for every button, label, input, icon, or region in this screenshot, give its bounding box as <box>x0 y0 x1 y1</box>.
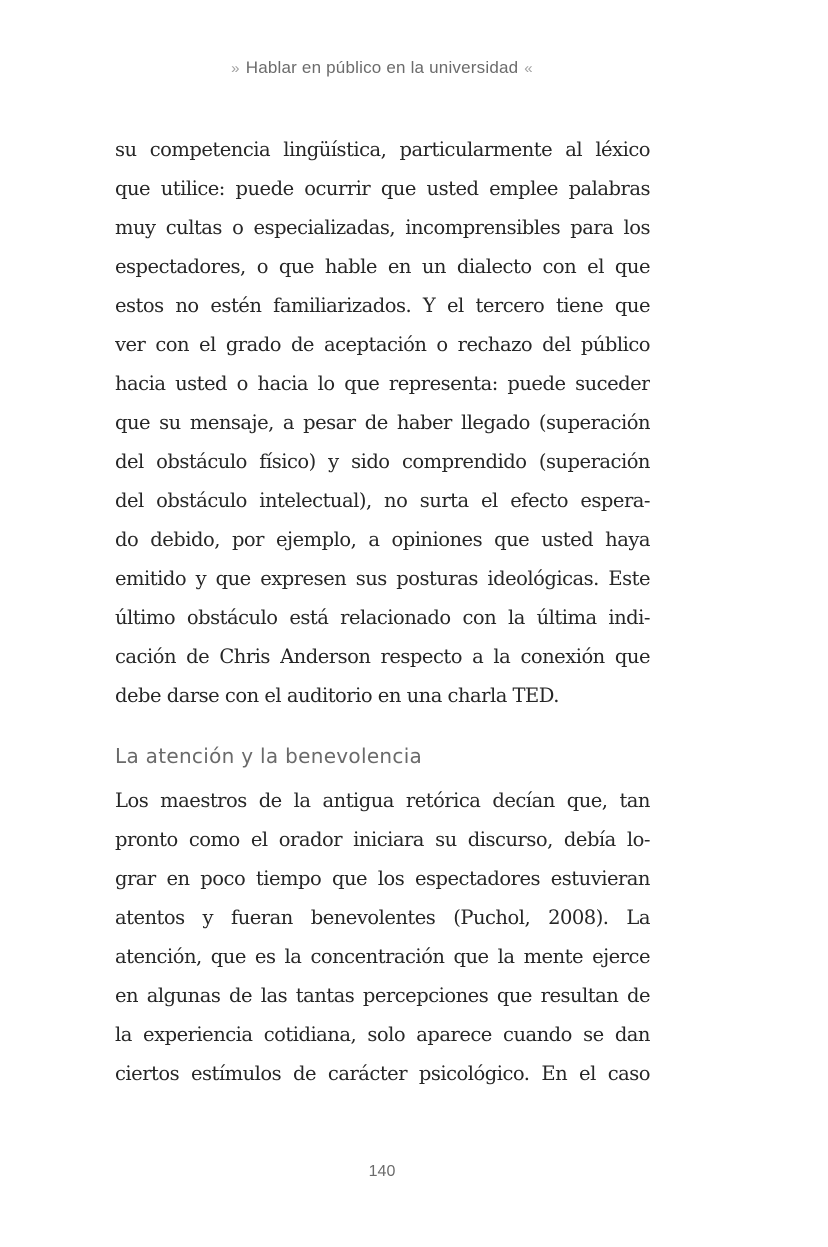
text-line: emitido y que expresen sus posturas ideológicas. Este <box>115 567 650 590</box>
page-number: 140 <box>368 1163 396 1180</box>
text-line: del obstáculo intelectual), no surta el efecto espera- <box>115 489 650 512</box>
body-paragraph-1 <box>115 130 650 715</box>
text-line: ver con el grado de aceptación o rechazo del público <box>115 333 650 356</box>
running-header-title: Hablar en público en la universidad <box>245 58 519 77</box>
text-line: estos no estén familiarizados. Y el tercero tiene que <box>115 294 650 317</box>
text-line: ciertos estímulos de carácter psicológico. En el caso <box>115 1062 650 1085</box>
text-line: espectadores, o que hable en un dialecto con el que <box>115 255 650 278</box>
text-line: la experiencia cotidiana, solo aparece cuando se dan <box>115 1023 650 1046</box>
left-guillemet: » <box>231 60 240 77</box>
text-line: hacia usted o hacia lo que representa: puede suceder <box>115 372 650 395</box>
text-line: Los maestros de la antigua retórica decían que, tan <box>115 789 650 812</box>
right-guillemet: « <box>524 60 533 77</box>
text-line: que su mensaje, a pesar de haber llegado (superación <box>115 411 650 434</box>
text-line: que utilice: puede ocurrir que usted emplee palabras <box>115 177 650 200</box>
section-heading: La atención y la benevolencia <box>115 744 423 768</box>
text-line: su competencia lingüística, particularmente al léxico <box>115 138 650 161</box>
text-line: muy cultas o especializadas, incomprensibles para los <box>115 216 650 239</box>
running-header <box>0 58 764 78</box>
text-line: en algunas de las tantas percepciones que resultan de <box>115 984 650 1007</box>
text-line: cación de Chris Anderson respecto a la conexión que <box>115 645 650 668</box>
text-line: atentos y fueran benevolentes (Puchol, 2008). La <box>115 906 650 929</box>
text-line: último obstáculo está relacionado con la última indi- <box>115 606 650 629</box>
text-line: debe darse con el auditorio en una charla TED. <box>115 684 559 707</box>
text-line: grar en poco tiempo que los espectadores estuvieran <box>115 867 650 890</box>
text-line: atención, que es la concentración que la mente ejerce <box>115 945 650 968</box>
text-line: del obstáculo físico) y sido comprendido (superación <box>115 450 650 473</box>
text-line: do debido, por ejemplo, a opiniones que usted haya <box>115 528 650 551</box>
text-line: pronto como el orador iniciara su discurso, debía lo- <box>115 828 650 851</box>
body-paragraph-2 <box>115 781 650 1093</box>
